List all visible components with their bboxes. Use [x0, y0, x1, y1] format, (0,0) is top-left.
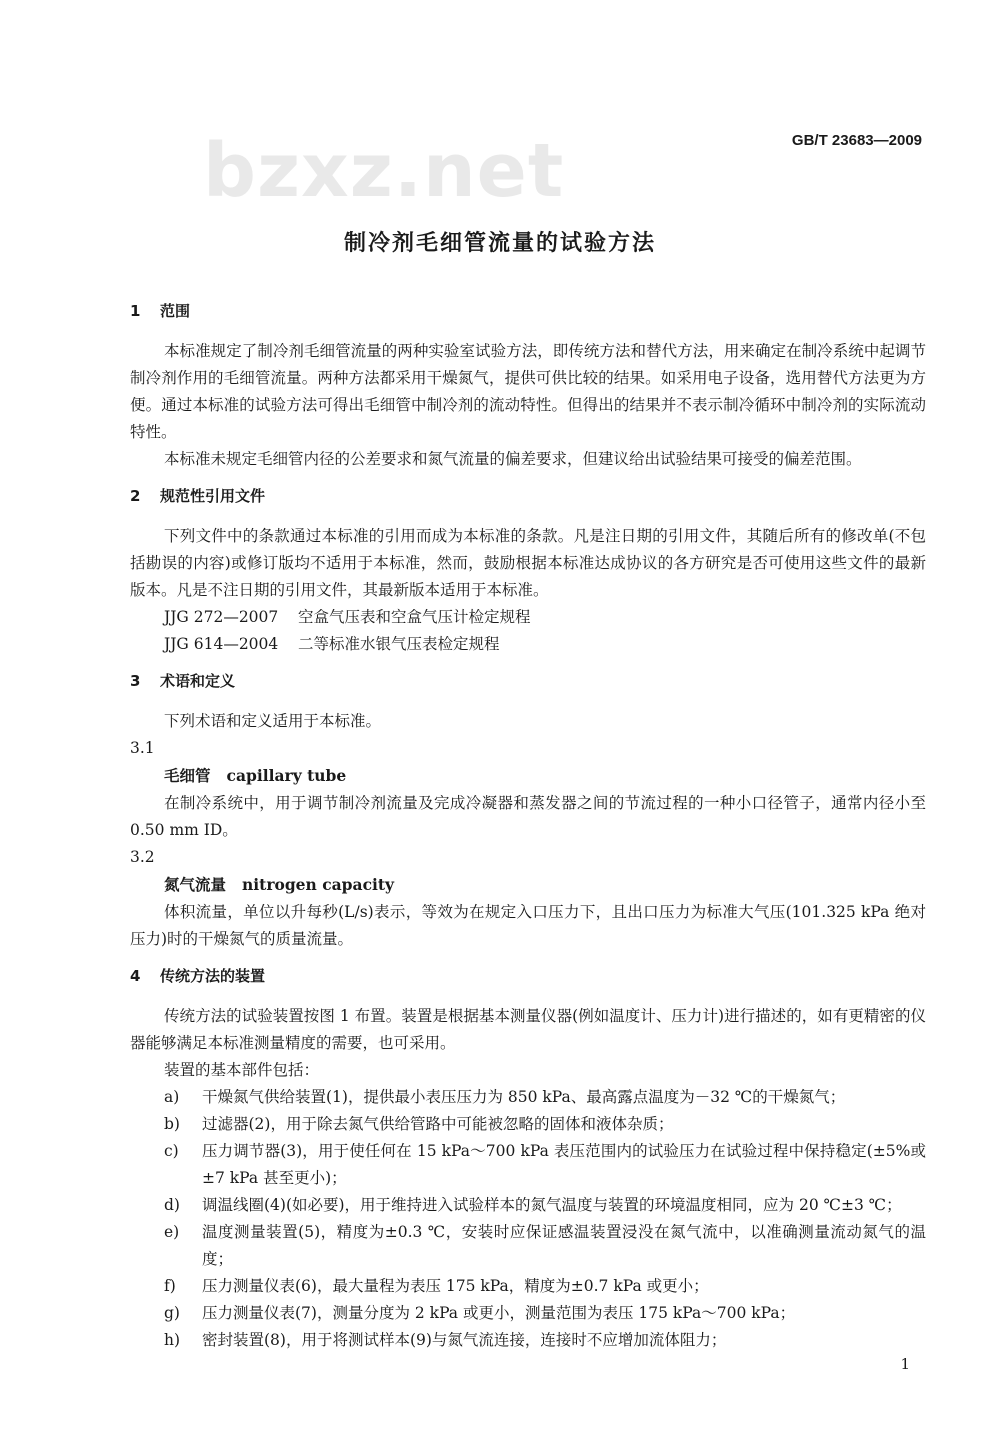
list-marker: d)	[164, 1196, 180, 1214]
list-item	[130, 1192, 926, 1219]
list-marker: g)	[164, 1304, 180, 1322]
term-english: capillary tube	[226, 766, 347, 785]
section-title: 范围	[160, 302, 191, 320]
list-marker: a)	[164, 1088, 180, 1106]
section-number: 2	[130, 487, 141, 505]
page-number: 1	[900, 1355, 910, 1373]
list-text: 过滤器(2)，用于除去氮气供给管路中可能被忽略的固体和液体杂质；	[202, 1115, 674, 1133]
paragraph: 下列文件中的条款通过本标准的引用而成为本标准的条款。凡是注日期的引用文件，其随后所有的修改单(不包括勘误的内容)或修订版均不适用于本标准，然而，鼓励根据本标准达成协议的各方研究是否可使用这些文件的最新版本。凡是不注日期的引用文件，其最新版本适用于本标准。	[130, 527, 926, 599]
list-item	[130, 1111, 926, 1138]
list-text: 密封装置(8)，用于将测试样本(9)与氮气流连接，连接时不应增加流体阻力；	[202, 1331, 727, 1349]
list-item	[130, 1219, 926, 1273]
section-conventional-apparatus	[130, 965, 926, 1354]
list-text: 压力测量仪表(7)，测量分度为 2 kPa 或更小，测量范围为表压 175 kPa～700 kPa；	[202, 1304, 796, 1322]
list-text: 调温线圈(4)(如必要)，用于维持进入试验样本的氮气温度与装置的环境温度相同，应为 20 ℃±3 ℃；	[202, 1196, 902, 1214]
section-number: 3	[130, 672, 141, 690]
term-chinese: 毛细管	[164, 767, 211, 785]
list-text: 温度测量装置(5)，精度为±0.3 ℃，安装时应保证感温装置浸没在氮气流中，以准确测量流动氮气的温度；	[202, 1223, 926, 1268]
section-number: 4	[130, 967, 141, 985]
paragraph: 本标准规定了制冷剂毛细管流量的两种实验室试验方法，即传统方法和替代方法，用来确定在制冷系统中起调节制冷剂作用的毛细管流量。两种方法都采用干燥氮气，提供可供比较的结果。如采用电子设备，选用替代方法更为方便。通过本标准的试验方法可得出毛细管中制冷剂的流动特性。但得出的结果并不表示制冷循环中制冷剂的实际流动特性。	[130, 342, 926, 441]
list-item	[130, 1300, 926, 1327]
list-item	[130, 1138, 926, 1192]
section-normative-references	[130, 485, 926, 658]
paragraph: 本标准未规定毛细管内径的公差要求和氮气流量的偏差要求，但建议给出试验结果可接受的偏差范围。	[164, 450, 862, 468]
watermark: bzxz.net	[203, 128, 565, 214]
list-marker: b)	[164, 1115, 180, 1133]
list-text: 干燥氮气供给装置(1)，提供最小表压压力为 850 kPa、最高露点温度为－32 ℃的干燥氮气；	[202, 1088, 846, 1106]
term-chinese: 氮气流量	[164, 876, 227, 894]
list-marker: f)	[164, 1277, 176, 1295]
section-scope	[130, 300, 926, 473]
term-number: 3.2	[130, 848, 155, 866]
term-definition: 在制冷系统中，用于调节制冷剂流量及完成冷凝器和蒸发器之间的节流过程的一种小口径管子，通常内径小至 0.50 mm ID。	[130, 794, 926, 839]
term-english: nitrogen capacity	[242, 875, 395, 894]
reference-item	[130, 604, 926, 631]
section-terms-definitions	[130, 670, 926, 953]
term-heading	[130, 871, 926, 899]
list-text: 压力调节器(3)，用于使任何在 15 kPa～700 kPa 表压范围内的试验压力在试验过程中保持稳定(±5%或±7 kPa 甚至更小)；	[202, 1142, 926, 1187]
list-marker: c)	[164, 1142, 179, 1160]
reference-code: JJG 614—2004	[164, 635, 279, 653]
reference-title: 空盒气压表和空盒气压计检定规程	[298, 608, 531, 626]
paragraph: 传统方法的试验装置按图 1 布置。装置是根据基本测量仪器(例如温度计、压力计)进行描述的，如有更精密的仪器能够满足本标准测量精度的需要，也可采用。	[130, 1007, 926, 1052]
list-text: 压力测量仪表(6)，最大量程为表压 175 kPa，精度为±0.7 kPa 或更小；	[202, 1277, 709, 1295]
paragraph: 下列术语和定义适用于本标准。	[164, 712, 382, 730]
section-number: 1	[130, 302, 141, 320]
section-heading	[130, 670, 926, 692]
list-item	[130, 1327, 926, 1354]
document-title: 制冷剂毛细管流量的试验方法	[343, 231, 656, 256]
section-heading	[130, 965, 926, 987]
section-heading	[130, 485, 926, 507]
reference-item	[130, 631, 926, 658]
section-title: 术语和定义	[160, 672, 236, 690]
list-item	[130, 1273, 926, 1300]
reference-code: JJG 272—2007	[164, 608, 279, 626]
section-heading	[130, 300, 926, 322]
list-item	[130, 1084, 926, 1111]
section-title: 传统方法的装置	[160, 967, 266, 985]
term-definition: 体积流量，单位以升每秒(L/s)表示，等效为在规定入口压力下，且出口压力为标准大气压(101.325 kPa 绝对压力)时的干燥氮气的质量流量。	[130, 903, 926, 948]
paragraph: 装置的基本部件包括：	[164, 1061, 320, 1079]
term-heading	[130, 762, 926, 790]
section-title: 规范性引用文件	[160, 487, 266, 505]
document-body	[130, 300, 926, 1354]
list-marker: e)	[164, 1223, 180, 1241]
term-number: 3.1	[130, 739, 155, 757]
reference-title: 二等标准水银气压表检定规程	[298, 635, 500, 653]
list-marker: h)	[164, 1331, 181, 1349]
standard-code: GB/T 23683—2009	[791, 132, 922, 149]
